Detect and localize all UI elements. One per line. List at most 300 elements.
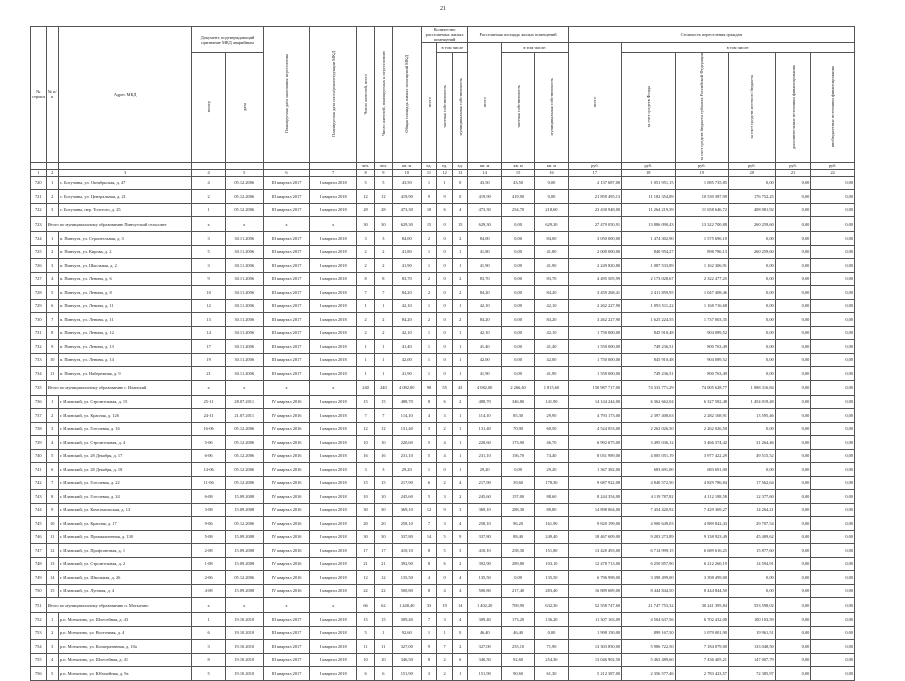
cell-x: 0,00 [811,409,855,423]
cell-addr: с. Богучаны, пер. Толстого, д. 25 [58,203,192,217]
cell-e: 2 [437,476,453,490]
table-row [31,259,855,273]
subtotal-row [31,380,855,395]
cell-h: 0,00 [501,353,534,367]
cell-i: 7 [46,313,58,327]
cell-c: 629,30 [392,217,421,232]
cell-t: 683 691,00 [622,463,675,477]
cell-b: 17 [374,544,392,558]
cell-w: 0,00 [775,640,811,654]
cell-g: 346,50 [468,653,501,667]
cell-date: 30.11.2006 [225,313,263,327]
cell-e: 55 [437,380,453,395]
cell-p1: III квартал 2017 [263,176,310,190]
cell-k: 84,20 [535,313,568,327]
cell-t: 2 411 859,95 [622,286,675,300]
cell-b: 7 [374,286,392,300]
cell-c: 131,40 [392,422,421,436]
cell-e: 9 [437,190,453,204]
col-header-planned-demolition: Планируемая дата сноса/реконструкции МКД [310,27,357,163]
cell-e: 0 [437,313,453,327]
cell-p2: I квартал 2018 [310,463,357,477]
cell-w: 0,00 [775,176,811,190]
cell-title: Итого по муниципальному образованию Пинчугский сельсовет [46,217,192,232]
cell-h: 346,80 [501,395,534,409]
table-row [31,449,855,463]
table-row [31,326,855,340]
cell-date: x [225,217,263,232]
col-header-area-total: всего [468,43,501,163]
cell-k: 83,70 [535,272,568,286]
cell-t: 1 051 951,15 [622,176,675,190]
cell-w: 0,00 [775,395,811,409]
table-row [31,490,855,504]
cell-addr: г. Иланский, ул. Строительная, д. 2 [58,557,192,571]
cell-x: 0,00 [811,272,855,286]
cell-v: 0,00 [728,422,775,436]
cell-k: 42,10 [535,299,568,313]
cell-n: 741 [31,463,47,477]
cell-w: 0,00 [775,245,811,259]
cell-e: 6 [437,395,453,409]
table-row [31,463,855,477]
cell-f: 4 [452,476,468,490]
cell-t: 6 250 857,90 [622,557,675,571]
cell-w: 0,00 [775,259,811,273]
cell-doc: 13 [192,313,225,327]
cell-date: 19.10.2010 [225,640,263,654]
cell-date: 15.09.2008 [225,544,263,558]
cell-p1: IV квартал 2016 [263,490,310,504]
cell-i: 15 [46,584,58,598]
cell-date: 05.12.2006 [225,571,263,585]
cell-n: 740 [31,449,47,463]
col-header-count-municipal: муниципальная собственность [452,53,468,163]
cell-w: 0,00 [775,463,811,477]
cell-addr: п. Пинчуга, ул. Ленина, д. 11 [58,299,192,313]
cell-c: 231,10 [392,449,421,463]
cell-e: 3 [437,490,453,504]
cell-b: 30 [374,530,392,544]
cell-doc: 5 [192,245,225,259]
cell-s: 3 050 000,00 [568,232,621,246]
cell-t: 845 910,48 [622,353,675,367]
table-row [31,203,855,217]
cell-c: 42,10 [392,326,421,340]
cell-n: 731 [31,326,47,340]
cell-b: 6 [374,667,392,681]
cell-g: 151,90 [468,667,501,681]
cell-s: 6 992 675,00 [568,436,621,450]
cell-date: 30.11.2006 [225,232,263,246]
cell-x: 0,00 [811,367,855,381]
cell-h: 419,90 [501,190,534,204]
cell-k: 41,80 [535,245,568,259]
cell-u: 2 783 423,57 [675,667,728,681]
cell-date: 19.10.2010 [225,613,263,627]
cell-u: 1 162 306,91 [675,259,728,273]
cell-n: 724 [31,232,47,246]
cell-k: 218,60 [535,203,568,217]
cell-b: 1 [374,340,392,354]
cell-f: 2 [452,286,468,300]
col-header-cost-extra2: внебюджетные источники финансирования [811,53,855,163]
cell-date: 15.09.2008 [225,490,263,504]
cell-g: 135,50 [468,571,501,585]
cell-a: 2 [357,326,375,340]
cell-p2: I квартал 2018 [310,640,357,654]
cell-v: 0,00 [728,286,775,300]
cell-w: 0,00 [775,326,811,340]
cell-x: 0,00 [811,517,855,531]
cell-t: 11 182 354,89 [622,190,675,204]
cell-s: 1 998 150,00 [568,626,621,640]
cell-e: 0 [437,286,453,300]
cell-t: 6 362 662,04 [622,395,675,409]
cell-g: 217,90 [468,476,501,490]
cell-d: 8 [421,544,437,558]
cell-f: 3 [452,544,468,558]
cell-t: 9 203 273,89 [622,530,675,544]
cell-f: 2 [452,640,468,654]
cell-t: 7 454 420,92 [622,503,675,517]
cell-i: 2 [46,626,58,640]
cell-p2: I квартал 2018 [310,203,357,217]
cell-b: 30 [374,503,392,517]
cell-c: 83,70 [392,272,421,286]
cell-b: 1 [374,367,392,381]
cell-k: 151,80 [535,544,568,558]
cell-d: 3 [421,422,437,436]
cell-e: 6 [437,557,453,571]
cell-f: 4 [452,203,468,217]
cell-p1: x [263,598,310,613]
cell-f: 1 [452,367,468,381]
col-header-residents-planned: Число жителей, планируемых к переселению [374,27,392,163]
cell-e: 19 [437,598,453,613]
cell-n: 729 [31,299,47,313]
cell-a: 8 [357,272,375,286]
cell-c: 41,80 [392,245,421,259]
table-row [31,653,855,667]
page-number: 21 [440,6,446,12]
column-numbers-row: 1 2 3 4 5 6 7 8 9 10 11 12 13 14 15 16 17 18 19 20 21 22 [31,169,855,176]
cell-date: 15.09.2008 [225,557,263,571]
cell-p2: I квартал 2018 [310,571,357,585]
cell-s: 8 244 354,00 [568,490,621,504]
cell-v: 0,00 [728,571,775,585]
cell-h: 0,00 [501,340,534,354]
cell-p1: III квартал 2017 [263,653,310,667]
cell-date: 05.12.2006 [225,422,263,436]
cell-u: 6 327 582,48 [675,395,728,409]
cell-c: 151,90 [392,667,421,681]
cell-g: 41,90 [468,367,501,381]
cell-doc: 14-06 [192,463,225,477]
cell-addr: г. Иланский, ул. Гоголевая, д. 16 [58,422,192,436]
cell-d: 1 [421,626,437,640]
cell-t: 21 747 753,32 [622,598,675,613]
cell-f: 43 [452,380,468,395]
cell-p2: I квартал 2018 [310,245,357,259]
cell-w: 0,00 [775,380,811,395]
cell-h: 0,00 [501,299,534,313]
cell-addr: п. Пинчуга, ул. Ленина, д. 11 [58,313,192,327]
cell-h: 0,00 [501,286,534,300]
cell-u: 3 977 422,29 [675,449,728,463]
cell-c: 217,90 [392,476,421,490]
cell-k: 135,50 [535,571,568,585]
cell-w: 0,00 [775,409,811,423]
table-row [31,176,855,190]
cell-k: 283,40 [535,584,568,598]
cell-c: 392,90 [392,557,421,571]
cell-c: 220,60 [392,436,421,450]
cell-f: 2 [452,557,468,571]
cell-i: 1 [46,232,58,246]
cell-s: 9 820 199,00 [568,517,621,531]
cell-n: 728 [31,286,47,300]
cell-x: 0,00 [811,353,855,367]
cell-doc: 6-06 [192,449,225,463]
cell-g: 258,10 [468,517,501,531]
cell-h: 255,10 [501,640,534,654]
cell-date: 30.11.2006 [225,353,263,367]
cell-h: 2 266,40 [501,380,534,395]
col-header-doc-number: номер [192,53,225,163]
cell-f: 2 [452,313,468,327]
cell-a: 30 [357,530,375,544]
cell-a: 12 [357,422,375,436]
cell-date: 21.07.2011 [225,409,263,423]
cell-g: 337,80 [468,530,501,544]
cell-n: 734 [31,367,47,381]
cell-e: 5 [437,544,453,558]
cell-d: 1 [421,326,437,340]
cell-w: 0,00 [775,286,811,300]
cell-v: 0,00 [728,367,775,381]
cell-p2: I квартал 2018 [310,340,357,354]
cell-v: 13 595,46 [728,409,775,423]
cell-a: 7 [357,286,375,300]
cell-date: 19.10.2010 [225,667,263,681]
cell-v: 0,00 [728,259,775,273]
cell-k: 249,40 [535,530,568,544]
cell-d: 1 [421,245,437,259]
cell-c: 500,80 [392,584,421,598]
cell-b: 30 [374,217,392,232]
col-header-count-incl: в том числе [437,43,468,53]
cell-u: 4 112 188,58 [675,490,728,504]
cell-s: 4 524 053,00 [568,422,621,436]
cell-p1: IV квартал 2016 [263,436,310,450]
cell-f: 0 [452,190,468,204]
cell-k: 74,40 [535,449,568,463]
cell-f: 1 [452,449,468,463]
cell-x: 0,00 [811,490,855,504]
cell-k: 46,70 [535,436,568,450]
cell-e: 3 [437,517,453,531]
cell-t: 4 840 572,50 [622,476,675,490]
cell-t: 749 236,51 [622,367,675,381]
table-row [31,395,855,409]
col-header-area-private: частная собственность [501,53,534,163]
cell-w: 0,00 [775,422,811,436]
cell-a: 16 [357,449,375,463]
cell-u: 2 282 168,91 [675,409,728,423]
cell-g: 488,70 [468,395,501,409]
cell-u: 74 005 628,77 [675,380,728,395]
cell-c: 309,40 [392,613,421,627]
cell-addr: р.п. Мотыгино, ул. Юбилейная, д. 9а [58,667,192,681]
cell-a: 240 [357,380,375,395]
cell-g: 83,70 [468,272,501,286]
cell-a: 22 [357,584,375,598]
table-row [31,299,855,313]
cell-p2: I квартал 2018 [310,449,357,463]
table-row [31,340,855,354]
cell-p1: IV квартал 2016 [263,449,310,463]
cell-h: 0,00 [501,367,534,381]
cell-u: 6 212 260,19 [675,557,728,571]
cell-f: 2 [452,490,468,504]
cell-g: 245,60 [468,490,501,504]
cell-a: 15 [357,613,375,627]
cell-p1: III квартал 2017 [263,203,310,217]
cell-s: 6 796 998,00 [568,571,621,585]
cell-addr: п. Пинчуга, ул. Ленина, д. 12 [58,326,192,340]
cell-i: 11 [46,367,58,381]
cell-e: 4 [437,449,453,463]
cell-g: 1 402,20 [468,598,501,613]
cell-i: 12 [46,544,58,558]
cell-s: 3 459 268,41 [568,286,621,300]
cell-addr: г. Иланский, ул. 28 Декабря, д. 18 [58,463,192,477]
cell-doc: 5-06 [192,436,225,450]
cell-h: 0,00 [501,217,534,232]
cell-w: 0,00 [775,503,811,517]
cell-x: 0,00 [811,640,855,654]
cell-u: 898 786,13 [675,245,728,259]
cell-doc: 2-08 [192,544,225,558]
cell-h: 0,00 [501,463,534,477]
cell-p1: IV квартал 2016 [263,476,310,490]
cell-n: 721 [31,190,47,204]
cell-addr: п. Пинчуга, ул. Ленина, д. 13 [58,340,192,354]
cell-x: 0,00 [811,530,855,544]
cell-b: 21 [374,557,392,571]
cell-doc: 3 [192,640,225,654]
units-row: чел. чел. кв. м ед. ед. ед. кв. м кв. м кв. м руб. руб. руб. руб. руб. руб. [31,162,855,169]
cell-i: 10 [46,517,58,531]
cell-doc: x [192,598,225,613]
cell-x: 0,00 [811,667,855,681]
cell-t: 3 495 036,12 [622,436,675,450]
cell-f: 1 [452,245,468,259]
cell-date: x [225,598,263,613]
cell-v: 19 961,51 [728,626,775,640]
cell-c: 41,90 [392,259,421,273]
cell-n: 732 [31,340,47,354]
cell-i: 3 [46,640,58,654]
cell-g: 392,90 [468,557,501,571]
cell-i: 1 [46,176,58,190]
cell-addr: г. Иланский, ул. Красная, д. 17 [58,517,192,531]
col-header-row-no: № строки [31,27,47,163]
col-header-count-group: Количество расселяемых жилых помещений [421,27,468,43]
cell-addr: р.п. Мотыгино, ул. Кооперативная, д. 10а [58,640,192,654]
cell-e: 7 [437,640,453,654]
cell-h: 769,90 [501,598,534,613]
cell-x: 0,00 [811,613,855,627]
cell-k: 141,90 [535,395,568,409]
cell-i: 6 [46,463,58,477]
cell-e: 0 [437,571,453,585]
cell-f: 1 [452,326,468,340]
cell-w: 0,00 [775,613,811,627]
cell-h: 289,80 [501,557,534,571]
cell-h: 96,20 [501,517,534,531]
cell-doc: 9 [192,272,225,286]
cell-p2: I квартал 2018 [310,530,357,544]
cell-p1: III квартал 2017 [263,313,310,327]
cell-p2: I квартал 2018 [310,503,357,517]
cell-u: 10 530 387,99 [675,190,728,204]
cell-doc: 11-06 [192,476,225,490]
cell-g: 473,30 [468,203,501,217]
cell-d: 7 [421,517,437,531]
table-header [31,27,855,177]
cell-b: 10 [374,436,392,450]
cell-doc: 3 [192,232,225,246]
cell-u: 7 429 369,27 [675,503,728,517]
cell-h: 0,00 [501,571,534,585]
cell-w: 0,00 [775,353,811,367]
cell-p1: IV квартал 2016 [263,584,310,598]
cell-p1: III квартал 2017 [263,299,310,313]
table-row [31,353,855,367]
cell-g: 220,60 [468,436,501,450]
cell-b: 2 [374,259,392,273]
cell-p1: IV квартал 2016 [263,422,310,436]
cell-w: 0,00 [775,490,811,504]
cell-n: 745 [31,517,47,531]
cell-date: 30.11.2006 [225,272,263,286]
cell-p2: I квартал 2018 [310,436,357,450]
cell-a: 17 [357,544,375,558]
cell-u: 11 658 646,72 [675,203,728,217]
cell-c: 258,10 [392,517,421,531]
cell-b: 12 [374,571,392,585]
cell-g: 629,30 [468,217,501,232]
cell-v: 29 707,54 [728,517,775,531]
cell-n: 743 [31,490,47,504]
cell-d: 8 [421,395,437,409]
cell-p1: IV квартал 2016 [263,395,310,409]
cell-date: 30.11.2006 [225,286,263,300]
cell-i: 8 [46,326,58,340]
cell-date: 28.07.2011 [225,395,263,409]
cell-w: 0,00 [775,299,811,313]
table-row [31,613,855,627]
table-row [31,517,855,531]
cell-t: 840 954,27 [622,245,675,259]
col-header-area-municipal: муниципальная собственность [535,53,568,163]
cell-d: 1 [421,353,437,367]
cell-b: 15 [374,476,392,490]
cell-h: 173,20 [501,613,534,627]
cell-d: 4 [421,571,437,585]
